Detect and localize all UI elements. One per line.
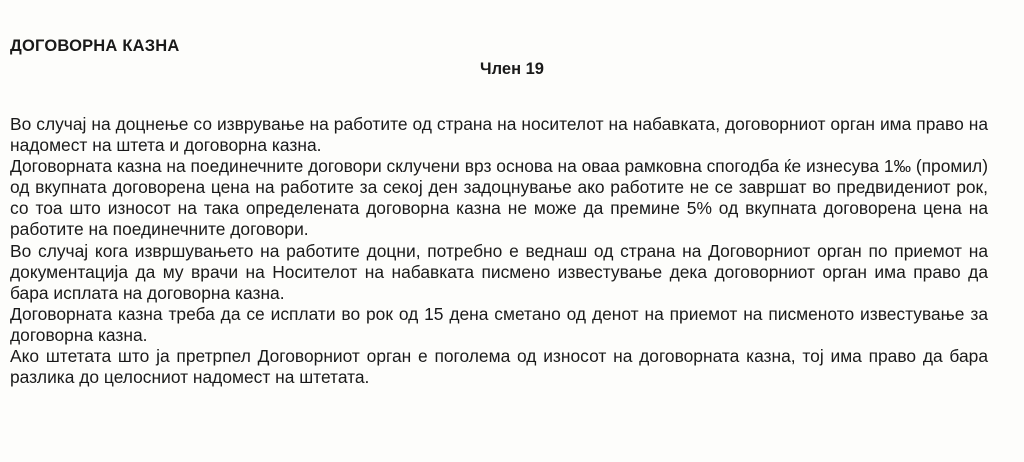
section-title: ДОГОВОРНА КАЗНА bbox=[10, 37, 180, 55]
paragraph-2: Договорната казна на поединечните договори склучени врз основа на оваа рамковна спогодба ќе изнесува 1‰ (промил) од вкупната договорена цена на работите за секој ден задоцнување ако работите не се завршат во предвидениот рок, со тоа што износот на така определената договорна казна не може да премине 5% од вкупната договорена цена на работите на поединечните договори. bbox=[10, 156, 988, 240]
article-number: Член 19 bbox=[480, 60, 544, 78]
paragraph-5: Ако штетата што ја претрпел Договорниот орган е поголема од износот на договорната казна, тој има право да бара разлика до целосниот надомест на штетата. bbox=[10, 346, 988, 388]
article-body bbox=[10, 114, 988, 388]
paragraph-3: Во случај кога извршувањето на работите доцни, потребно е веднаш од страна на Договорниот орган по приемот на документација да му врачи на Носителот на набавката писмено известување дека договорниот орган има право да бара исплата на договорна казна. bbox=[10, 240, 988, 303]
paragraph-4: Договорната казна треба да се исплати во рок од 15 дена сметано од денот на приемот на писменото известување за договорна казна. bbox=[10, 303, 988, 345]
paragraph-1: Во случај на доцнење со изврување на работите од страна на носителот на набавката, договорниот орган има право на надомест на штета и договорна казна. bbox=[10, 114, 988, 156]
